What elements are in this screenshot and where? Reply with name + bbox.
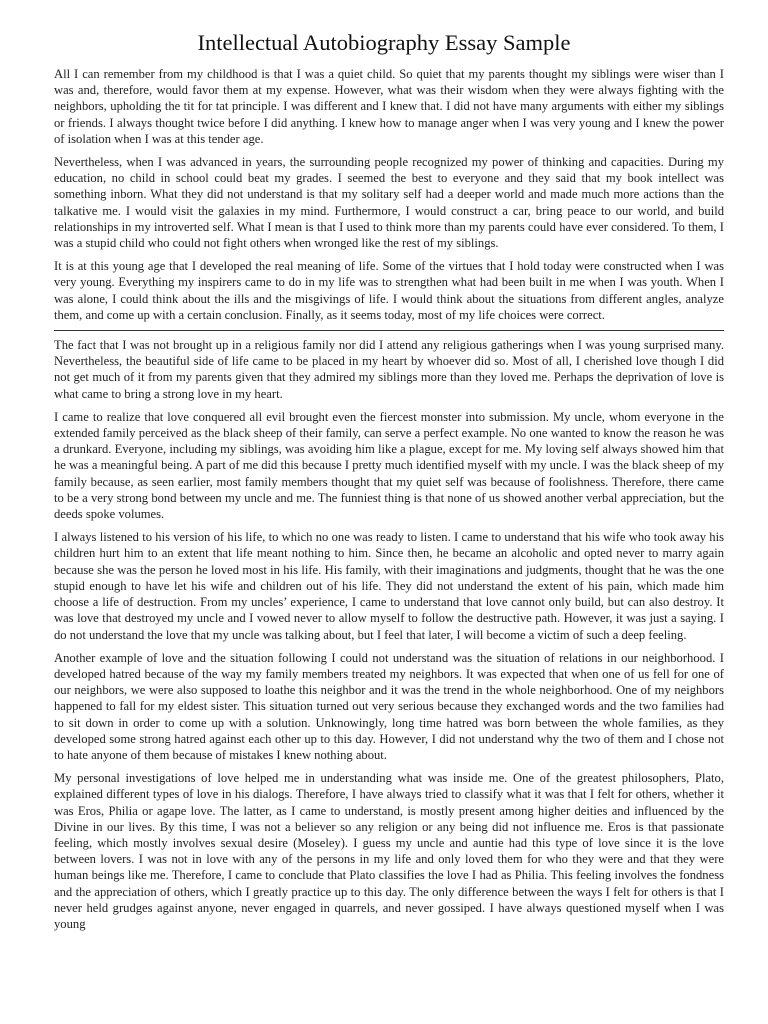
document-body	[54, 66, 724, 939]
paragraph-6: I always listened to his version of his life, to which no one was ready to listen. I came to understand that his wife who took away his children hurt him to an extent that life meant nothing to him. Since then, he became an alcoholic and opted never to marry again because she was the person he loved most in his life. His family, with their imaginations and judgments, thought that he was the one stupid enough to have let his wife and children out of his life. They did not understand the extent of his pain, which made him choose a life of destruction. From my uncles’ experience, I came to understand that love cannot only build, but can also destroy. It was love that destroyed my uncle and I vowed never to allow myself to follow the destructive path. However, it was just a saying. I do not understand the love that my uncle was talking about, but I feel that later, I will become a victim of such a deep feeling.	[54, 530, 724, 642]
paragraph-5: I came to realize that love conquered all evil brought even the fiercest monster into submission. My uncle, whom everyone in the extended family perceived as the black sheep of their family, can serve a perfect example. No one wanted to know the reason he was a drunkard. Everyone, including my siblings, was avoiding him like a plague, except for me. My loving self always showed him that he was a meaningful being. A part of me did this because I pretty much identified myself with my uncle. I was the black sheep of my family because, as seen earlier, most family members thought that my quiet self was because of foolishness. Therefore, there came to be a very strong bond between my uncle and me. The funniest thing is that none of us showed another verbal appreciation, but the deeds spoke volumes.	[54, 409, 724, 522]
paragraph-2: Nevertheless, when I was advanced in years, the surrounding people recognized my power of thinking and capacities. During my education, no child in school could beat my grades. I seemed the best to everyone and they said that my book intellect was something inborn. What they did not understand is that my solitary self had a deeper world and made much more actions than the talkative me. I would visit the galaxies in my mind. Furthermore, I would construct a car, bring peace to our world, and build relationships in my introverted self. What I mean is that I used to think more than my parents could have ever considered. To them, I was a stupid child who could not fight others when wronged like the rest of my siblings.	[54, 155, 724, 251]
paragraph-3: It is at this young age that I developed the real meaning of life. Some of the virtues that I hold today were constructed when I was very young. Everything my inspirers came to do in my life was to strengthen what had been built in me when I was youth. When I was alone, I could think about the ills and the misgivings of life. I would think about the situations from different angles, analyze them, and come up with a certain conclusion. Finally, as it seems today, most of my life choices were correct.	[54, 259, 724, 322]
paragraph-1: All I can remember from my childhood is that I was a quiet child. So quiet that my parents thought my siblings were wiser than I was and, therefore, would favor them at my expense. However, what was their wisdom when they were always fighting with the neighbors, upholding the tit for tat principle. I was different and I knew that. I did not have many arguments with either my siblings or friends. I always thought twice before I did anything. I knew how to manage anger when I was very young and I knew the power of isolation when I was at this tender age.	[54, 67, 724, 146]
document-title: Intellectual Autobiography Essay Sample	[197, 30, 571, 55]
paragraph-8: My personal investigations of love helped me in understanding what was inside me. One of the greatest philosophers, Plato, explained different types of love in his dialogs. Therefore, I have always tried to classify what it was that I felt for others, whether it was Eros, Philia or agape love. The latter, as I came to understand, is mostly present among higher deities and influenced by the Divine in our lives. By this time, I was not a believer so any religion or any being did not influence me. Eros is that passionate feeling, which mostly involves sexual desire (Moseley). I guess my uncle and auntie had this type of love since it is the love between lovers. I was not in love with any of the persons in my life and only loved them for who they were and that they were human beings like me. Therefore, I came to conclude that Plato classifies the love I had as Philia. This feeling involves the fondness and the appreciation of others, which I greatly practice up to this day. The only difference between the ways I felt for others is that I never held grudges against anyone, never engaged in quarrels, and never gossiped. I have always questioned myself when I was young	[54, 771, 724, 931]
paragraph-7: Another example of love and the situation following I could not understand was the situation of relations in our neighborhood. I developed hatred because of the way my family members treated my neighbors. It was expected that when one of us fell for one of our neighbors, we were also supposed to loathe this neighbor and it was the trend in the whole neighborhood. One of my neighbors happened to fall for my eldest sister. This situation turned out very serious because they exchanged words and the two families had to sit down in order to come up with a solution. Unknowingly, long time hatred was born between the whole families, as they developed some strong hatred against each other up to this day. However, I did not understand why the two of them and I chose not to hate anyone of them because of mistakes I knew nothing about.	[54, 650, 724, 762]
page-break-divider	[54, 330, 724, 331]
paragraph-4: The fact that I was not brought up in a religious family nor did I attend any religious gatherings when I was young surprised many. Nevertheless, the beautiful side of life came to be placed in my heart by whoever did so. Most of all, I cherished love though I did not get much of it from my parents given that they admired my siblings more than they loved me. Perhaps the deprivation of love is what came to bring a strong love in my heart.	[54, 338, 724, 401]
